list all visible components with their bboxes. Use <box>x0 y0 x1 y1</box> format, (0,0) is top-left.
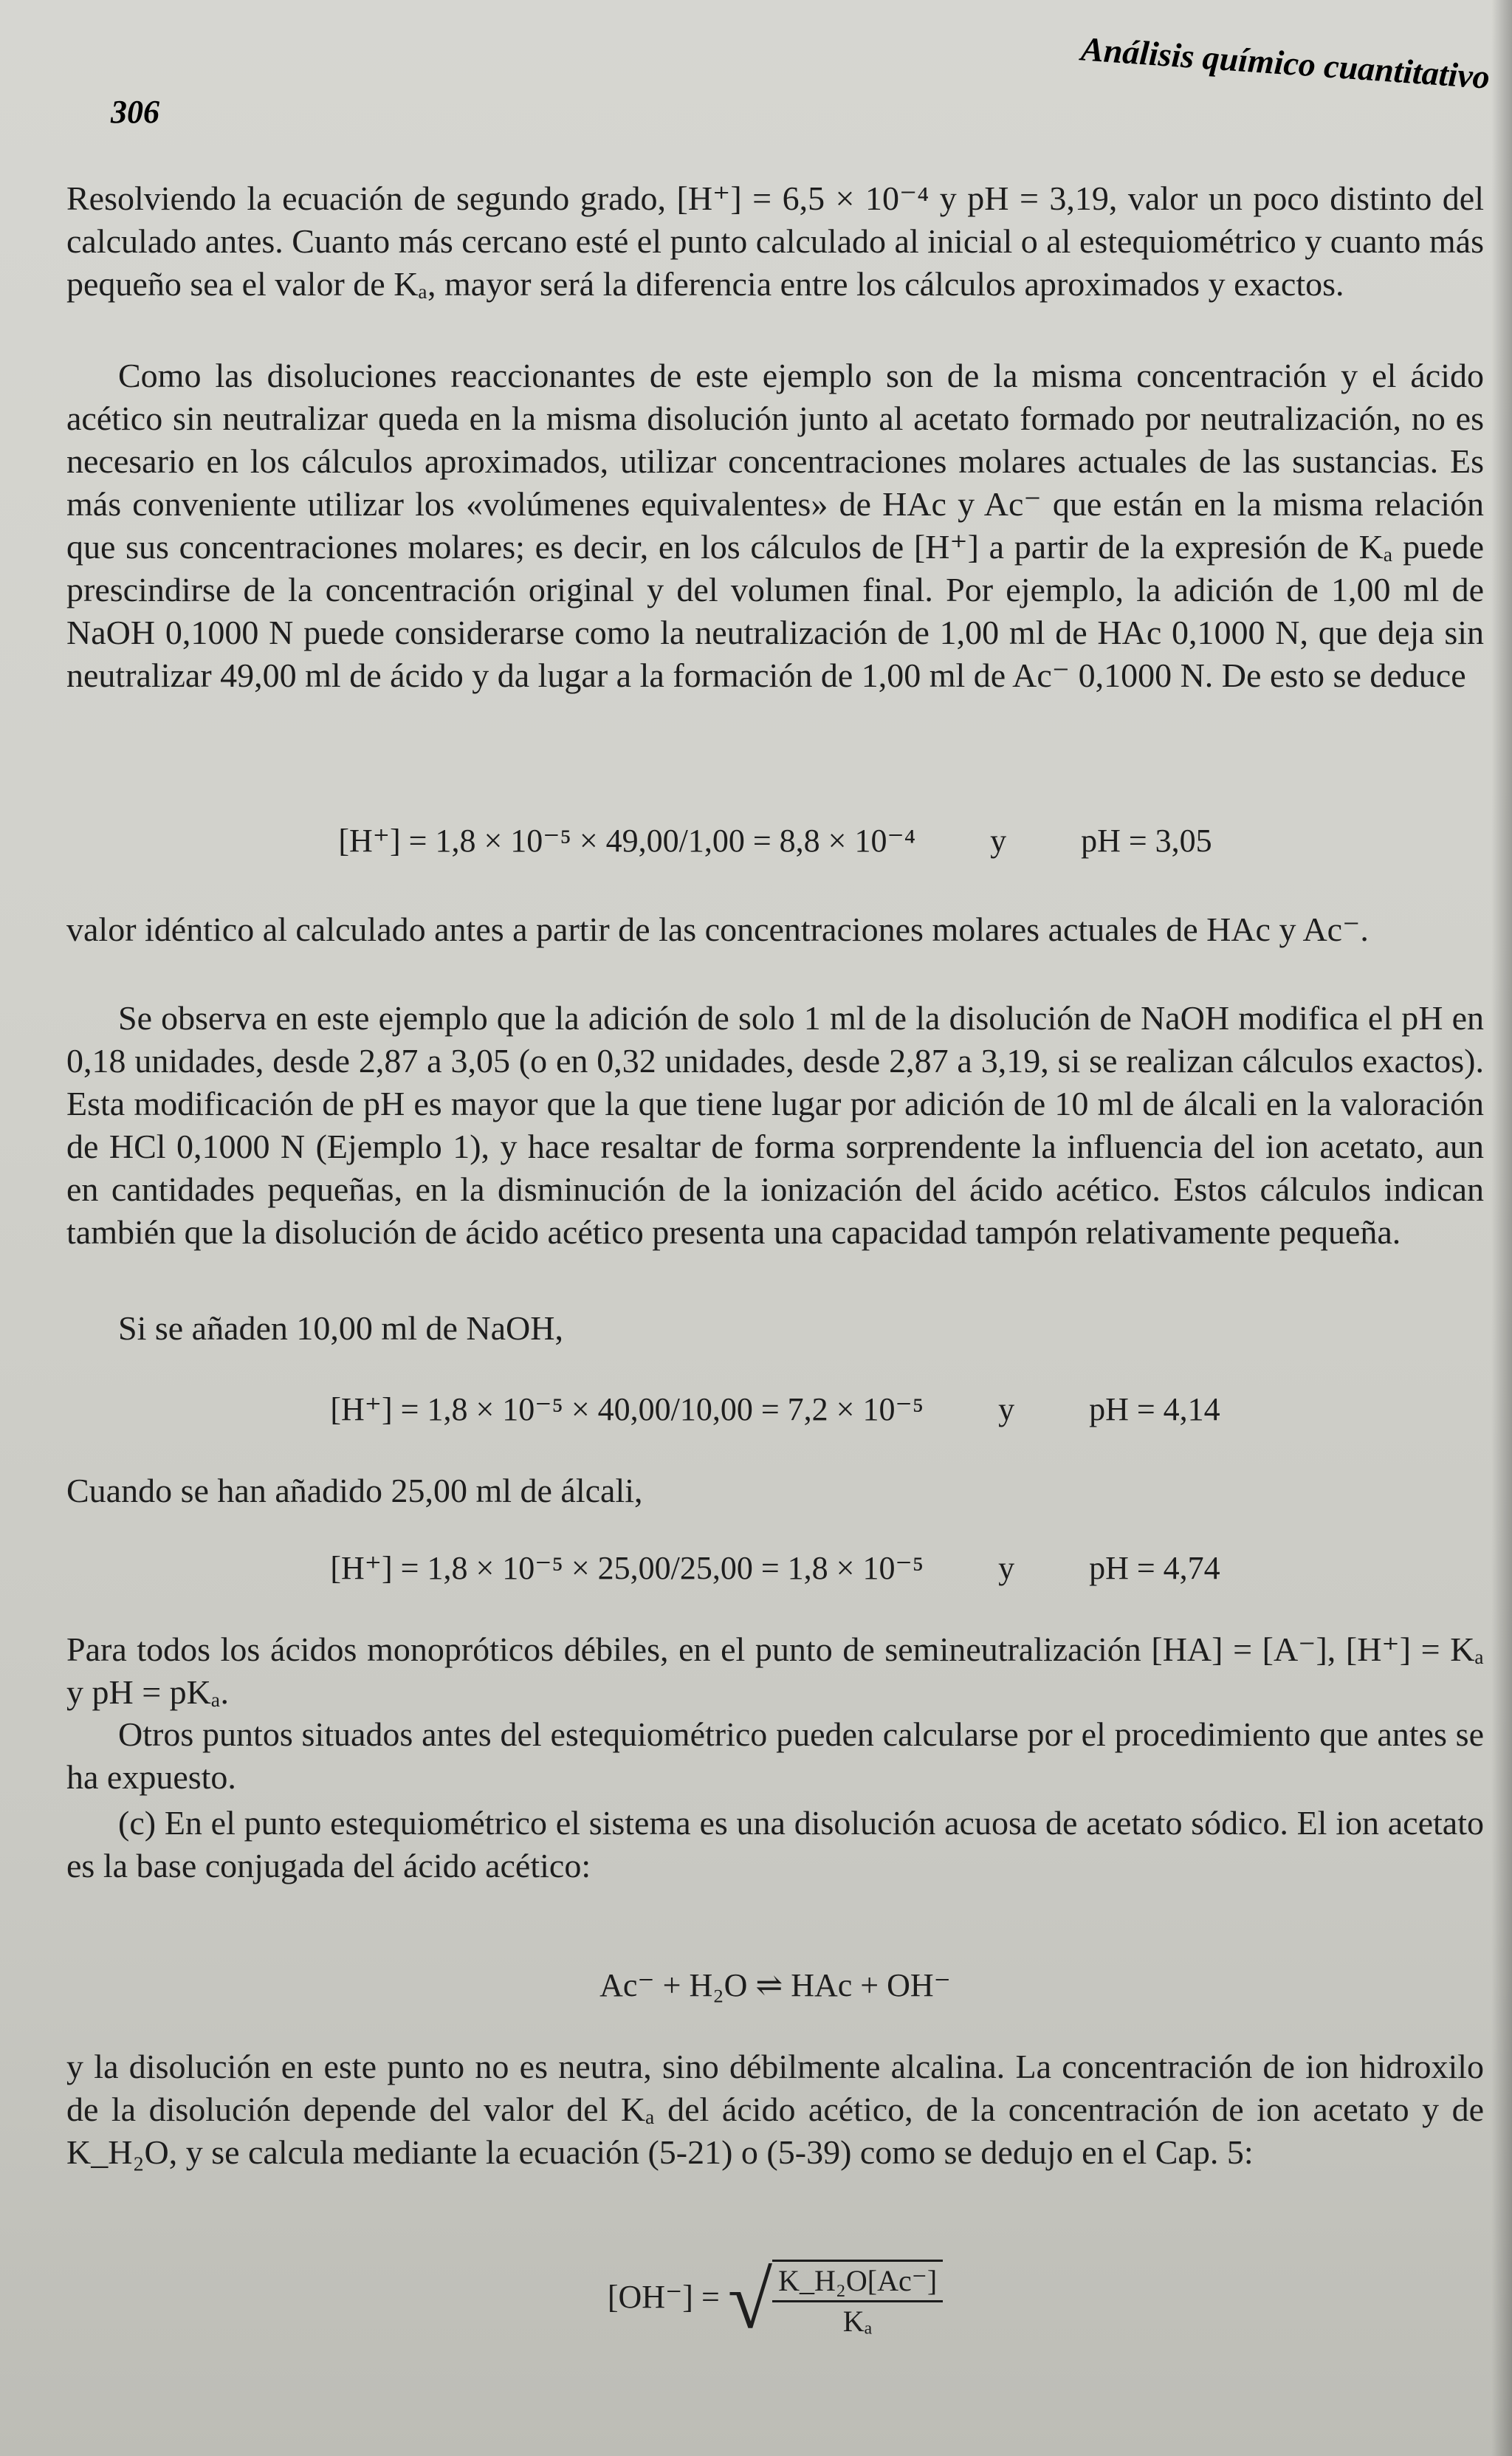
paragraph-2: Como las disoluciones reaccionantes de este ejemplo son de la misma concentración y el ácido acético sin neutralizar queda en la misma disolución junto al acetato formado por neutralización, no es necesario en los cálculos aproximados, utilizar concentraciones molares actuales de las sustancias. Es más conveniente utilizar los «volúmenes equivalentes» de HAc y Ac⁻ que están en la misma relación que sus concentraciones molares; es decir, en los cálculos de [H⁺] a partir de la expresión de Kₐ puede prescindirse de la concentración original y del volumen final. Por ejemplo, la adición de 1,00 ml de NaOH 0,1000 N puede considerarse como la neutralización de 1,00 ml de HAc 0,1000 N, que deja sin neutralizar 49,00 ml de ácido y da lugar a la formación de 1,00 ml de Ac⁻ 0,1000 N. De esto se deduce <box>66 357 1484 694</box>
radical-sign: √ <box>727 2255 773 2345</box>
equation-3-rhs: pH = 4,74 <box>1089 1550 1220 1586</box>
equation-5 <box>66 2255 1484 2345</box>
square-root <box>727 2255 943 2345</box>
page-header <box>103 30 1491 131</box>
paragraph-5: Si se añaden 10,00 ml de NaOH, <box>118 1309 563 1347</box>
equation-1-and: y <box>990 823 1007 859</box>
paragraph-1: Resolviendo la ecuación de segundo grado, [H⁺] = 6,5 × 10⁻⁴ y pH = 3,19, valor un poco distinto del calculado antes. Cuanto más cercano esté el punto calculado al inicial o al estequiométrico y cuanto más pequeño sea el valor de Kₐ, mayor será la diferencia entre los cálculos aproximados y exactos. <box>66 179 1484 303</box>
fraction-denominator: Kₐ <box>842 2305 873 2338</box>
equation-3-and: y <box>998 1550 1015 1586</box>
equation-1-rhs: pH = 3,05 <box>1081 823 1212 859</box>
paragraph-10: y la disolución en este punto no es neutra, sino débilmente alcalina. La concentración de ion hidroxilo de la disolución depende del valor del Kₐ del ácido acético, de la concentración de ion acetato y de K_H₂O, y se calcula mediante la ecuación (5-21) o (5-39) como se dedujo en el Cap. 5: <box>66 2048 1484 2171</box>
paragraph-3: valor idéntico al calculado antes a partir de las concentraciones molares actuales de HAc y Ac⁻. <box>66 910 1369 948</box>
paragraph-8: Otros puntos situados antes del estequiométrico pueden calcularse por el procedimiento que antes se ha expuesto. <box>66 1715 1484 1796</box>
running-title: Análisis químico cuantitativo <box>1080 30 1491 96</box>
equation-3-lhs: [H⁺] = 1,8 × 10⁻⁵ × 25,00/25,00 = 1,8 × 10⁻⁵ <box>330 1550 924 1586</box>
equation-3 <box>66 1547 1484 1590</box>
equation-4-text: Ac⁻ + H₂O ⇌ HAc + OH⁻ <box>599 1967 951 2003</box>
paragraph-4: Se observa en este ejemplo que la adición de solo 1 ml de la disolución de NaOH modifica el pH en 0,18 unidades, desde 2,87 a 3,05 (o en 0,32 unidades, desde 2,87 a 3,19, si se realizan cálculos exactos). Esta modificación de pH es mayor que la que tiene lugar por adición de 10 ml de álcali en la valoración de HCl 0,1000 N (Ejemplo 1), y hace resaltar de forma sorprendente la influencia del ion acetato, aun en cantidades pequeñas, en la disminución de la ionización del ácido acético. Estos cálculos indican también que la disolución de ácido acético presenta una capacidad tampón relativamente pequeña. <box>66 999 1484 1251</box>
page-shadow-edge <box>1491 0 1512 2456</box>
equation-2-lhs: [H⁺] = 1,8 × 10⁻⁵ × 40,00/10,00 = 7,2 × 10⁻⁵ <box>330 1391 924 1427</box>
paragraph-9: (c) En el punto estequiométrico el sistema es una disolución acuosa de acetato sódico. El ion acetato es la base conjugada del ácido acético: <box>66 1804 1484 1884</box>
equation-5-lhs: [OH⁻] = <box>607 2279 720 2316</box>
equation-2-and: y <box>998 1391 1015 1427</box>
equation-1-lhs: [H⁺] = 1,8 × 10⁻⁵ × 49,00/1,00 = 8,8 × 10⁻⁴ <box>338 823 916 859</box>
paragraph-7: Para todos los ácidos monopróticos débiles, en el punto de semineutralización [HA] = [A⁻], [H⁺] = Kₐ y pH = pKₐ. <box>66 1630 1484 1711</box>
page-number: 306 <box>111 94 159 130</box>
fraction <box>772 2260 943 2341</box>
equation-2-rhs: pH = 4,14 <box>1089 1391 1220 1427</box>
paragraph-6: Cuando se han añadido 25,00 ml de álcali, <box>66 1472 643 1509</box>
equation-4 <box>66 1964 1484 2007</box>
equation-1 <box>66 820 1484 862</box>
fraction-numerator: K_H₂O[Ac⁻] <box>772 2262 943 2302</box>
equation-2 <box>66 1388 1484 1431</box>
